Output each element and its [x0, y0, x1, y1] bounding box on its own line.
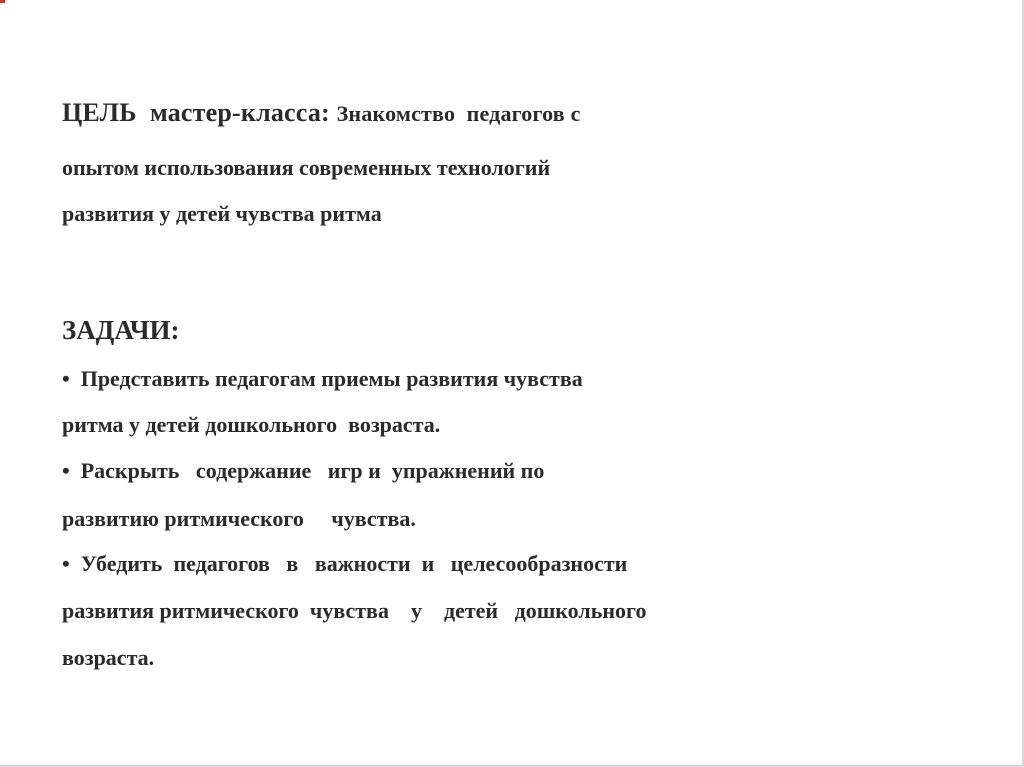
task-2-line-1: • Раскрыть содержание игр и упражнений по: [62, 458, 545, 483]
task-1-line-2: ритма у детей дошкольного возраста.: [62, 412, 441, 437]
goal-label: ЦЕЛЬ мастер-класса:: [62, 98, 330, 127]
goal-first-line: [62, 98, 581, 128]
tasks-heading: ЗАДАЧИ:: [62, 315, 180, 345]
task-3-line-1: • Убедить педагогов в важности и целесообразности: [62, 551, 628, 576]
task-2-line-2: развитию ритмического чувства.: [62, 506, 416, 531]
goal-text-first: Знакомство педагогов с: [336, 101, 581, 126]
task-3-line-3: возраста.: [62, 645, 155, 670]
goal-line-2: опытом использования современных технологий: [62, 155, 551, 180]
task-1-line-1: • Представить педагогам приемы развития чувства: [62, 366, 583, 391]
goal-line-3: развития у детей чувства ритма: [62, 201, 382, 226]
corner-mark: [0, 0, 5, 3]
task-3-line-2: развития ритмического чувства у детей дошкольного: [62, 598, 647, 623]
